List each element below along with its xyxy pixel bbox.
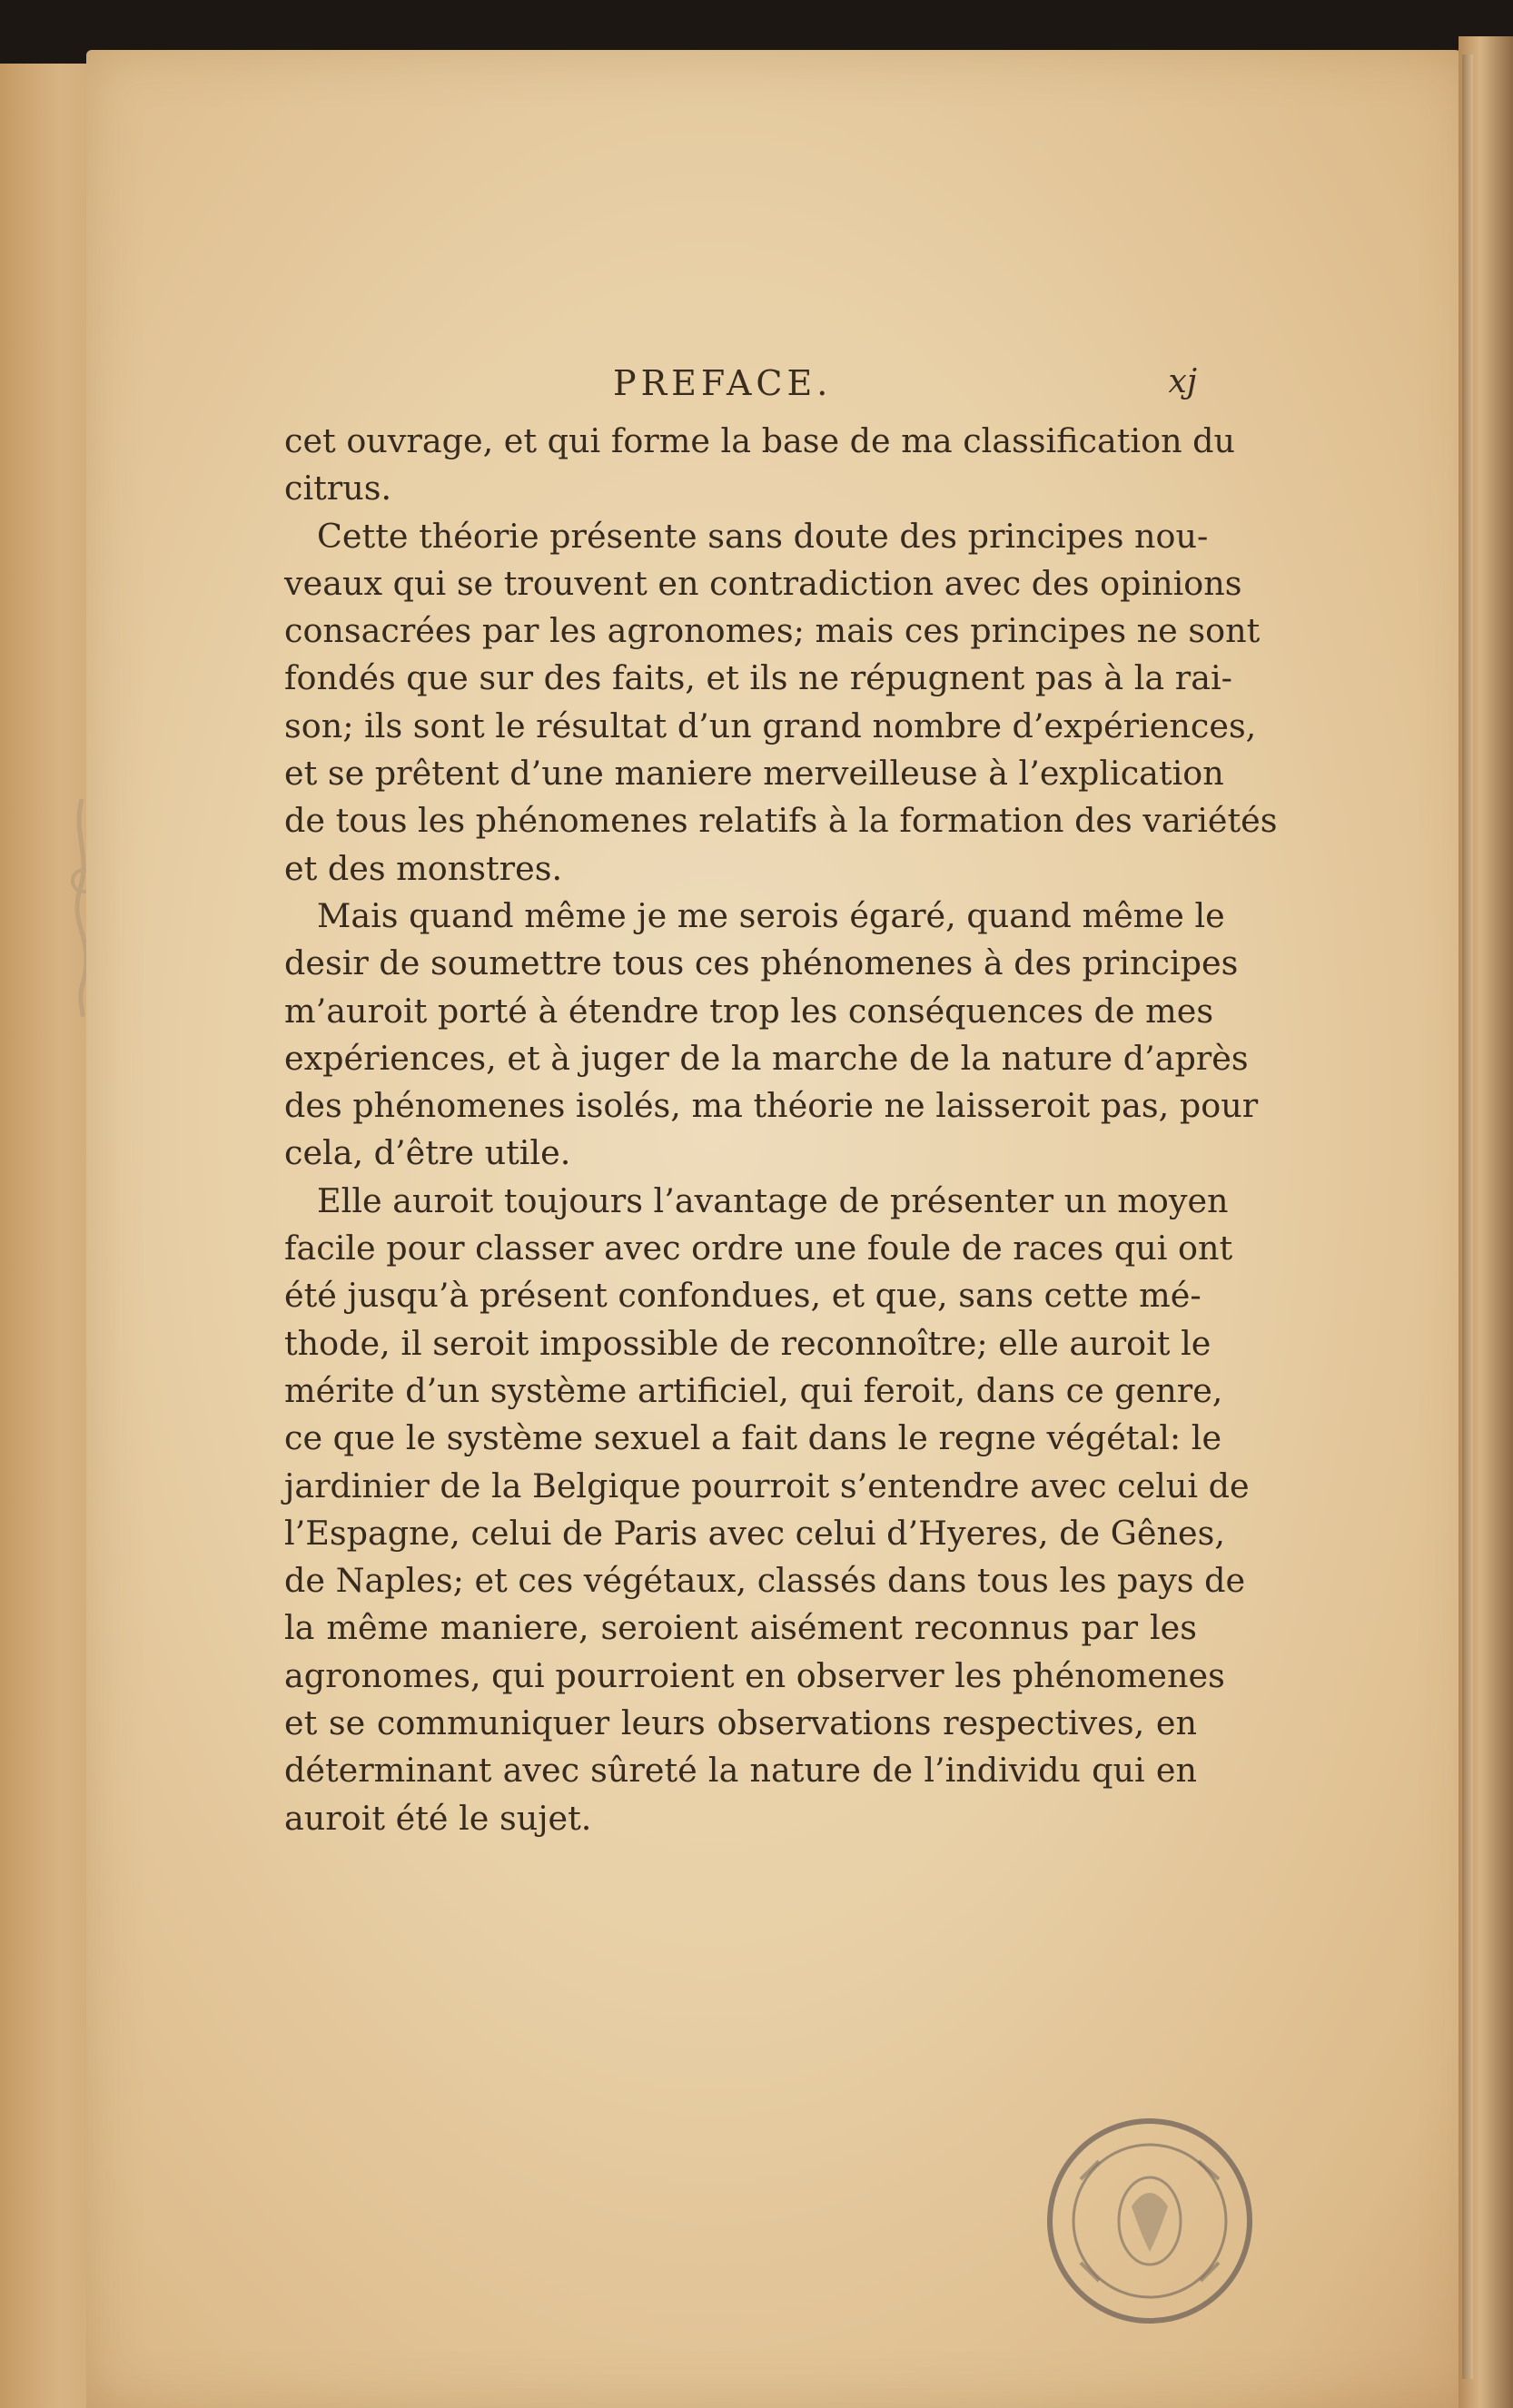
text-line: veaux qui se trouvent en contradiction avec des opinions <box>284 563 1242 603</box>
text-line: thode, il seroit impossible de reconnoître; elle auroit le <box>284 1323 1211 1363</box>
text-line: agronomes, qui pourroient en observer les phénomenes <box>284 1655 1225 1695</box>
text-line: la même maniere, seroient aisément reconnus par les <box>284 1608 1197 1648</box>
text-line: auroit été le sujet. <box>284 1798 592 1838</box>
text-line: son; ils sont le résultat d’un grand nombre d’expériences, <box>284 706 1257 745</box>
text-line: des phénomenes isolés, ma théorie ne laisseroit pas, pour <box>284 1086 1259 1126</box>
text-line: facile pour classer avec ordre une foule de races qui ont <box>284 1229 1233 1268</box>
text-line: citrus. <box>284 469 392 508</box>
text-line: de Naples; et ces végétaux, classés dans tous les pays de <box>284 1561 1246 1601</box>
text-line: jardinier de la Belgique pourroit s’entendre avec celui de <box>284 1466 1250 1505</box>
text-line: été jusqu’à présent confondues, et que, sans cette mé- <box>284 1276 1202 1316</box>
text-line: et se prêtent d’une maniere merveilleuse à l’explication <box>284 754 1224 794</box>
text-line: l’Espagne, celui de Paris avec celui d’Hyeres, de Gênes, <box>284 1513 1225 1553</box>
running-title: PREFACE. <box>613 363 833 403</box>
text-line: cet ouvrage, et qui forme la base de ma classification du <box>284 421 1236 460</box>
text-line: consacrées par les agronomes; mais ces principes ne sont <box>284 611 1261 651</box>
text-line: fondés que sur des faits, et ils ne répugnent pas à la rai- <box>284 658 1233 698</box>
text-line: m’auroit porté à étendre trop les conséquences de mes <box>284 991 1214 1031</box>
text-line: mérite d’un système artificiel, qui feroit, dans ce genre, <box>284 1370 1223 1410</box>
body-text <box>284 418 1278 1842</box>
text-line: Cette théorie présente sans doute des principes nou- <box>317 516 1209 556</box>
text-line: ce que le système sexuel a fait dans le regne végétal: le <box>284 1418 1222 1458</box>
text-line: de tous les phénomenes relatifs à la formation des variétés <box>284 801 1278 841</box>
text-line: Elle auroit toujours l’avantage de présenter un moyen <box>317 1180 1229 1220</box>
running-header <box>284 363 1197 409</box>
text-line: expériences, et à juger de la marche de la nature d’après <box>284 1038 1249 1078</box>
text-line: et des monstres. <box>284 848 563 888</box>
library-stamp <box>1044 2116 1255 2326</box>
text-line: et se communiquer leurs observations respectives, en <box>284 1703 1197 1743</box>
page-number: xj <box>1168 363 1197 400</box>
text-line: cela, d’être utile. <box>284 1133 571 1173</box>
page-fore-edge-shadow <box>1462 54 1473 2379</box>
text-line: Mais quand même je me serois égaré, quand même le <box>317 895 1225 935</box>
text-line: déterminant avec sûreté la nature de l’individu qui en <box>284 1751 1197 1791</box>
text-line: desir de soumettre tous ces phénomenes à des principes <box>284 943 1239 983</box>
